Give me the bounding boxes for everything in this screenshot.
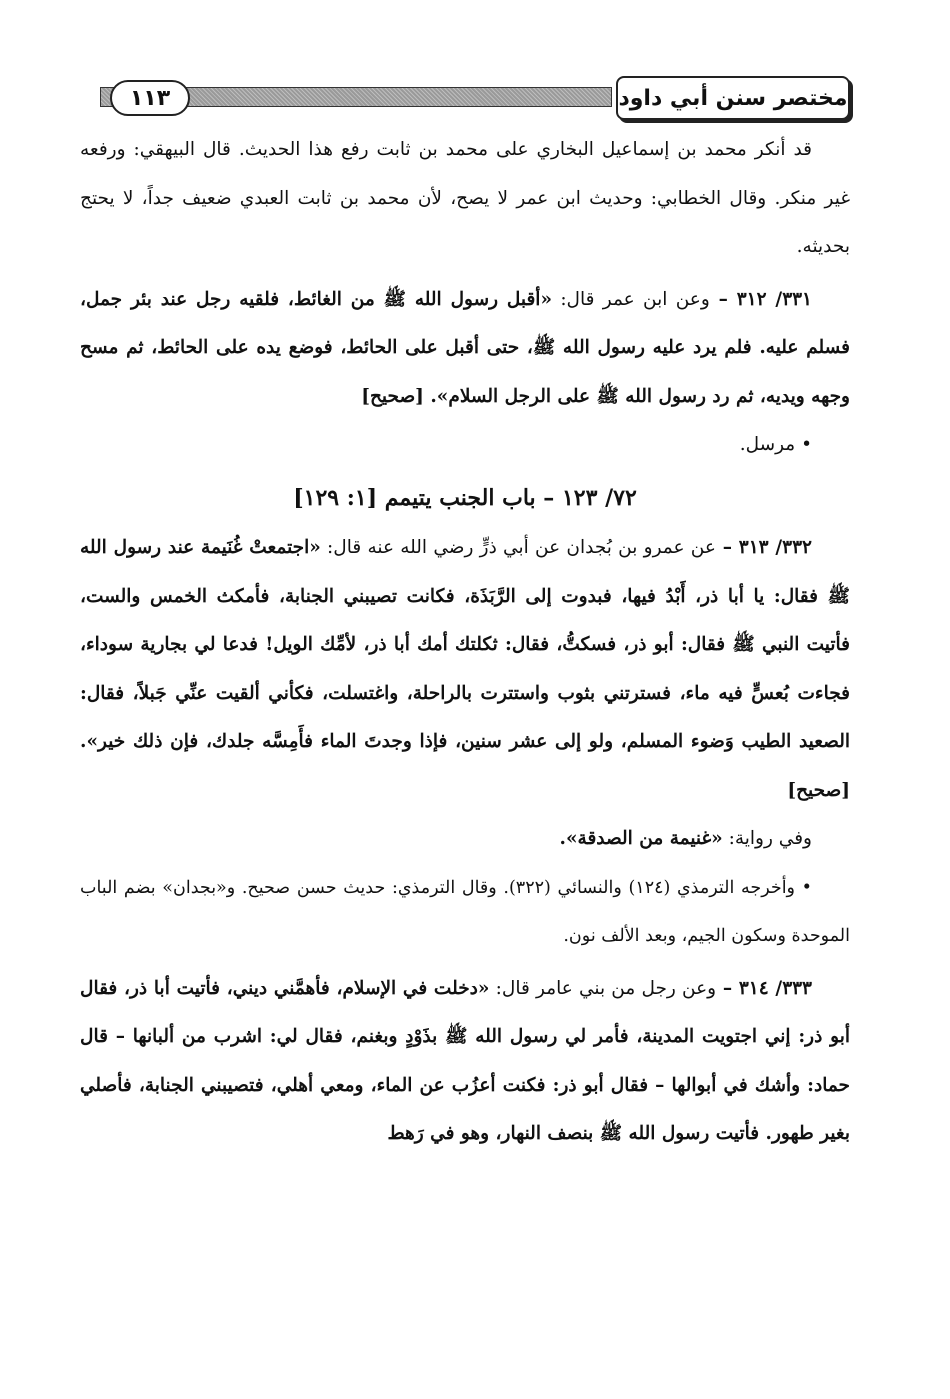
hadith-number: ٣٣٢/ ٣١٣ – [715,537,812,558]
narration-intro: وفي رواية: [722,828,812,849]
chapter-heading: ٧٢/ ١٢٣ – باب الجنب يتيمم [١: ١٢٩] [293,484,637,511]
page-number: ١١٣ [110,80,190,116]
book-title: مختصر سنن أبي داود [616,76,850,120]
narration-text: «غنيمة من الصدقة». [559,828,723,849]
hadith-332 [80,524,850,815]
hadith-text: «أقبل رسول الله ﷺ من الغائط، فلقيه رجل عند بئر جمل، فسلم عليه. فلم يرد عليه رسول الله ﷺ، حتى أقبل على الحائط، فوضع يده على الحائط، ثم مسح وجهه ويديه، ثم رد رسول الله ﷺ على الرجل السلام». [صحيح] [80,288,850,407]
hadith-chain: وعن ابن عمر قال: [552,288,710,310]
takhrij-note: • وأخرجه الترمذي (١٢٤) والنسائي (٣٢٢). وقال الترمذي: حديث حسن صحيح. و«بجدان» بضم الباب الموحدة وسكون الجيم، وبعد الألف نون. [80,877,850,946]
hadith-text: «دخلت في الإسلام، فأهمَّني ديني، فأتيت أبا ذر، فقال أبو ذر: إني اجتويت المدينة، فأمر لي رسول الله ﷺ بذَوْدٍ وبغنم، فقال لي: اشرب من ألبانها – قال حماد: وأشك في أبوالها – فقال أبو ذر: فكنت أعزُب عن الماء، ومعي أهلي، فتصيبني الجنابة، فأصلي بغير طهور. فأتيت رسول الله ﷺ بنصف النهار، وهو في رَهط [80,977,850,1144]
page-header [100,74,850,124]
hadith-number: ٣٣١/ ٣١٢ – [709,288,812,310]
hadith-331 [80,276,850,422]
alternate-narration [80,815,850,864]
hadith-333 [80,965,850,1159]
commentary-paragraph: قد أنكر محمد بن إسماعيل البخاري على محمد بن ثابت رفع هذا الحديث. قال البيهقي: ورفعه غير منكر. وقال الخطابي: وحديث ابن عمر لا يصح، لأن محمد بن ثابت العبدي ضعيف جداً، لا يحتج بحديثه. [80,139,850,257]
hadith-chain: عن عمرو بن بُجدان عن أبي ذرٍّ رضي الله عنه قال: [320,537,716,558]
page-body [80,126,850,1159]
hadith-text: «اجتمعتْ غُنَيمة عند رسول الله ﷺ فقال: يا أبا ذر، أَبْدُ فيها، فبدوت إلى الرَّبَذَة، فكانت تصيبني الجنابة، فأمكث الخمس والست، فأتيت النبي ﷺ فقال: أبو ذر، فسكتُّ، فقال: ثكلتك أمك أبا ذر، لأمِّك الويل! فدعا لي بجارية سوداء، فجاءت بُعسٍّ فيه ماء، فسترتني بثوب واستترت بالراحلة، واغتسلت، فكأني ألقيت عنِّي جَبلاً، فقال: الصعيد الطيب وَضوء المسلم، ولو إلى عشر سنين، فإذا وجدتَ الماء فأَمِسَّه جلدك، فإن ذلك خير». [صحيح] [80,537,850,801]
hadith-number: ٣٣٣/ ٣١٤ – [716,977,812,999]
grading-note: • مرسل. [739,434,812,455]
hadith-chain: وعن رجل من بني عامر قال: [489,977,717,999]
